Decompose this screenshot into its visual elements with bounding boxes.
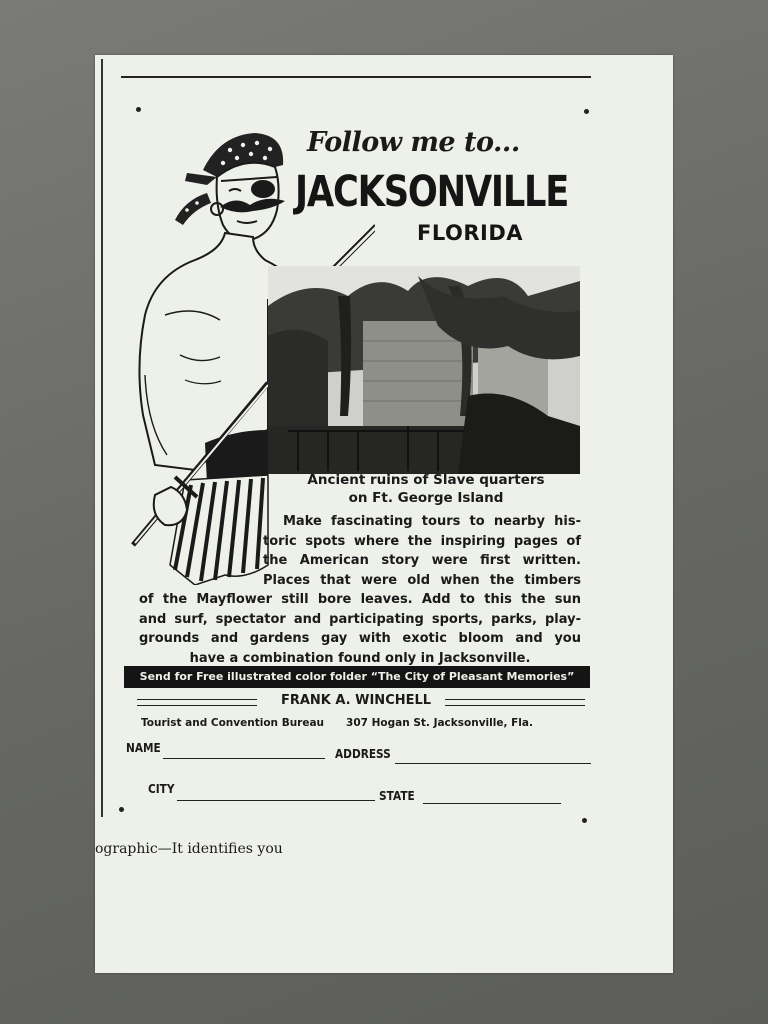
state-label: STATE (379, 789, 415, 803)
corner-dot (119, 807, 124, 812)
top-rule (121, 76, 591, 78)
contact-name: FRANK A. WINCHELL (280, 693, 432, 708)
corner-dot (136, 107, 141, 112)
body-copy (139, 512, 581, 668)
city-label: CITY (148, 782, 175, 796)
body-line: grounds and gardens gay with exotic bloom and you (139, 631, 581, 646)
contact-org: Tourist and Convention Bureau (141, 717, 325, 729)
body-line: and surf, spectator and participating sports, parks, play- (139, 611, 581, 627)
name-label: NAME (126, 741, 161, 755)
magazine-page (95, 55, 673, 973)
body-line: the American story were first written. (263, 553, 581, 568)
state-field[interactable] (423, 803, 561, 804)
caption-line: Ancient ruins of Slave quarters (307, 472, 545, 488)
photo-caption (271, 471, 581, 507)
corner-dot (582, 818, 587, 823)
caption-line: on Ft. George Island (348, 490, 504, 506)
city-field[interactable] (177, 800, 375, 801)
body-line: of the Mayflower still bore leaves. Add to this the sun (139, 592, 581, 607)
headline-tagline: Follow me to... (307, 127, 520, 158)
body-line: toric spots where the inspiring pages of (263, 533, 581, 549)
contact-street: 307 Hogan St. Jacksonville, Fla. (346, 717, 533, 729)
headline-city: JACKSONVILLE (295, 167, 569, 217)
body-line: Places that were old when the timbers (263, 572, 581, 588)
name-field[interactable] (163, 758, 325, 759)
address-field[interactable] (395, 763, 591, 764)
body-line: have a combination found only in Jacksonville. (189, 650, 531, 666)
headline-state: FLORIDA (417, 221, 523, 245)
ruins-photo (268, 266, 580, 474)
contact-address-line (141, 717, 581, 729)
folder-offer-banner: Send for Free illustrated color folder “The City of Pleasant Memories” (124, 666, 590, 688)
body-line: Make fascinating tours to nearby his- (283, 514, 581, 529)
address-label: ADDRESS (335, 747, 391, 761)
left-rule (101, 59, 103, 817)
adjacent-page-fragment: ographic—It identifies you (95, 841, 283, 857)
corner-dot (584, 109, 589, 114)
